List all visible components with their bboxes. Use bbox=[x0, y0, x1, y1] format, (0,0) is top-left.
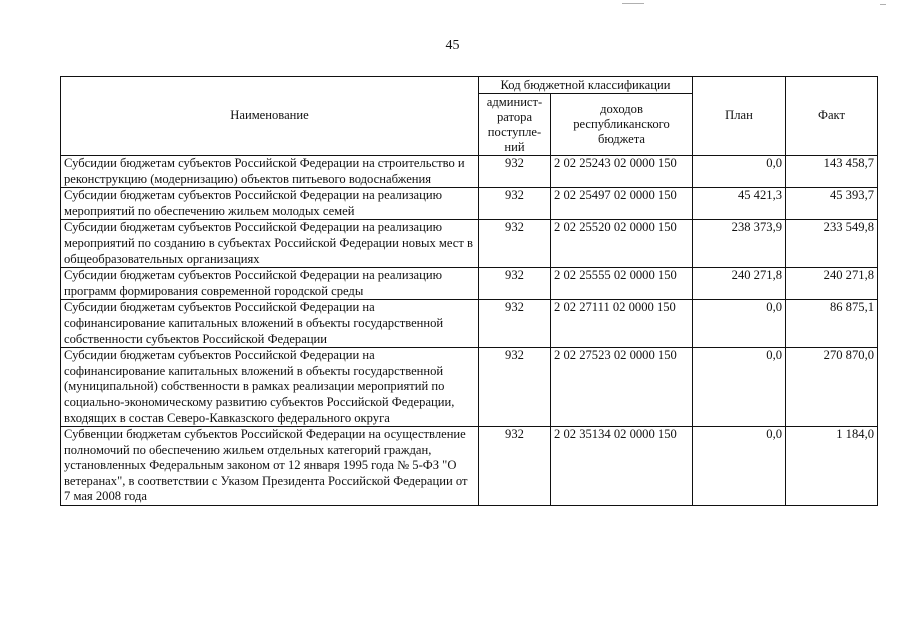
row-fact-value: 1 184,0 bbox=[786, 427, 878, 506]
row-fact-value: 143 458,7 bbox=[786, 156, 878, 188]
row-plan-value: 240 271,8 bbox=[693, 268, 786, 300]
page-number: 45 bbox=[445, 38, 460, 53]
table-row bbox=[61, 220, 878, 268]
row-plan-value: 0,0 bbox=[693, 300, 786, 348]
row-revenue-code: 2 02 25555 02 0000 150 bbox=[551, 268, 693, 300]
row-name: Субсидии бюджетам субъектов Российской Федерации на реализацию программ формирования современной городской среды bbox=[61, 268, 479, 300]
header-revenue: доходов республиканского бюджета bbox=[551, 94, 693, 156]
scan-artifact-top bbox=[622, 0, 644, 4]
table-row bbox=[61, 188, 878, 220]
row-revenue-code: 2 02 25520 02 0000 150 bbox=[551, 220, 693, 268]
row-name: Субсидии бюджетам субъектов Российской Федерации на реализацию мероприятий по обеспечению жильем молодых семей bbox=[61, 188, 479, 220]
table-row bbox=[61, 427, 878, 506]
row-revenue-code: 2 02 25243 02 0000 150 bbox=[551, 156, 693, 188]
row-plan-value: 0,0 bbox=[693, 348, 786, 427]
table-row bbox=[61, 156, 878, 188]
header-classification-group: Код бюджетной классификации bbox=[479, 77, 693, 94]
header-plan: План bbox=[693, 77, 786, 156]
row-fact-value: 270 870,0 bbox=[786, 348, 878, 427]
row-plan-value: 238 373,9 bbox=[693, 220, 786, 268]
header-admin: админист- ратора поступле- ний bbox=[479, 94, 551, 156]
row-plan-value: 45 421,3 bbox=[693, 188, 786, 220]
header-fact: Факт bbox=[786, 77, 878, 156]
budget-table bbox=[60, 76, 878, 506]
row-admin-code: 932 bbox=[479, 156, 551, 188]
table-row bbox=[61, 268, 878, 300]
row-plan-value: 0,0 bbox=[693, 427, 786, 506]
row-revenue-code: 2 02 25497 02 0000 150 bbox=[551, 188, 693, 220]
row-revenue-code: 2 02 27111 02 0000 150 bbox=[551, 300, 693, 348]
row-name: Субсидии бюджетам субъектов Российской Федерации на софинансирование капитальных вложений в объекты государственной (муниципальной) собственности в рамках реализации мероприятий по социально-экономическому развитию субъектов Российской Федерации, входящих в состав Северо-Кавказского федерального округа bbox=[61, 348, 479, 427]
row-plan-value: 0,0 bbox=[693, 156, 786, 188]
row-revenue-code: 2 02 35134 02 0000 150 bbox=[551, 427, 693, 506]
row-admin-code: 932 bbox=[479, 268, 551, 300]
header-row-top bbox=[61, 77, 878, 94]
row-admin-code: 932 bbox=[479, 220, 551, 268]
row-fact-value: 45 393,7 bbox=[786, 188, 878, 220]
row-fact-value: 233 549,8 bbox=[786, 220, 878, 268]
row-admin-code: 932 bbox=[479, 188, 551, 220]
row-name: Субсидии бюджетам субъектов Российской Федерации на реализацию мероприятий по созданию в субъектах Российской Федерации новых мест в общеобразовательных организациях bbox=[61, 220, 479, 268]
header-name: Наименование bbox=[61, 77, 479, 156]
row-name: Субсидии бюджетам субъектов Российской Федерации на строительство и реконструкцию (модернизацию) объектов питьевого водоснабжения bbox=[61, 156, 479, 188]
row-admin-code: 932 bbox=[479, 427, 551, 506]
row-revenue-code: 2 02 27523 02 0000 150 bbox=[551, 348, 693, 427]
table-row bbox=[61, 348, 878, 427]
scan-artifact-corner bbox=[880, 4, 886, 5]
row-admin-code: 932 bbox=[479, 348, 551, 427]
row-name: Субсидии бюджетам субъектов Российской Федерации на софинансирование капитальных вложений в объекты государственной собственности субъектов Российской Федерации bbox=[61, 300, 479, 348]
row-admin-code: 932 bbox=[479, 300, 551, 348]
budget-table-body bbox=[61, 156, 878, 506]
table-row bbox=[61, 300, 878, 348]
row-name: Субвенции бюджетам субъектов Российской Федерации на осуществление полномочий по обеспечению жильем отдельных категорий граждан, установленных Федеральным законом от 12 января 1995 года № 5-ФЗ "О ветеранах", в соответствии с Указом Президента Российской Федерации от 7 мая 2008 года bbox=[61, 427, 479, 506]
row-fact-value: 86 875,1 bbox=[786, 300, 878, 348]
row-fact-value: 240 271,8 bbox=[786, 268, 878, 300]
